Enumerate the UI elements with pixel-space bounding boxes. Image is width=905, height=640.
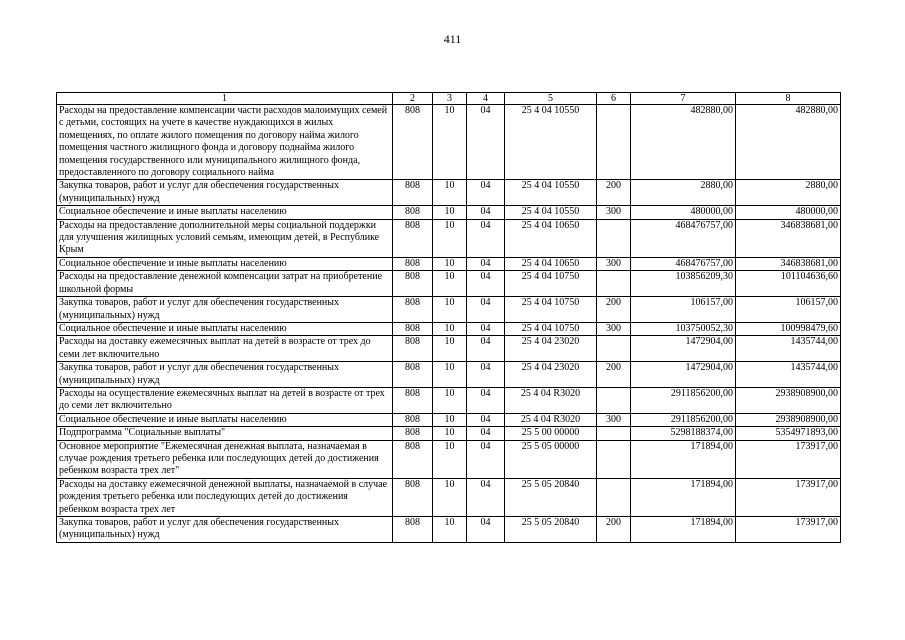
section-code: 10 bbox=[433, 105, 467, 180]
expense-type-code bbox=[597, 427, 631, 440]
table-row bbox=[57, 413, 841, 426]
column-header: 5 bbox=[505, 93, 597, 105]
row-description: Расходы на доставку ежемесячной денежной выплаты, назначаемой в случае рождения третьего ребенка или последующих детей до достижения ребенком возраста трех лет bbox=[57, 478, 393, 516]
amount-col8: 5354971893,00 bbox=[736, 427, 841, 440]
target-article-code: 25 4 04 10750 bbox=[505, 297, 597, 323]
section-code: 10 bbox=[433, 362, 467, 388]
table-row bbox=[57, 180, 841, 206]
section-code: 10 bbox=[433, 427, 467, 440]
subsection-code: 04 bbox=[467, 180, 505, 206]
admin-code: 808 bbox=[393, 257, 433, 270]
section-code: 10 bbox=[433, 440, 467, 478]
row-description: Основное мероприятие "Ежемесячная денежная выплата, назначаемая в случае рождения третьего ребенка или последующих детей до достижения ребенком возраста трех лет" bbox=[57, 440, 393, 478]
subsection-code: 04 bbox=[467, 297, 505, 323]
amount-col7: 1472904,00 bbox=[631, 362, 736, 388]
amount-col8: 2880,00 bbox=[736, 180, 841, 206]
subsection-code: 04 bbox=[467, 427, 505, 440]
expense-type-code bbox=[597, 478, 631, 516]
amount-col8: 1435744,00 bbox=[736, 336, 841, 362]
table-row bbox=[57, 322, 841, 335]
amount-col7: 482880,00 bbox=[631, 105, 736, 180]
row-description: Социальное обеспечение и иные выплаты населению bbox=[57, 206, 393, 219]
column-header: 1 bbox=[57, 93, 393, 105]
table-row bbox=[57, 517, 841, 543]
row-description: Расходы на предоставление дополнительной меры социальной поддержки для улучшения жилищных условий семьям, имеющим детей, в Республике Крым bbox=[57, 219, 393, 257]
section-code: 10 bbox=[433, 257, 467, 270]
table-header-row bbox=[57, 93, 841, 105]
amount-col8: 2938908900,00 bbox=[736, 387, 841, 413]
subsection-code: 04 bbox=[467, 440, 505, 478]
expense-type-code bbox=[597, 219, 631, 257]
section-code: 10 bbox=[433, 336, 467, 362]
table-row bbox=[57, 478, 841, 516]
expense-type-code bbox=[597, 105, 631, 180]
page-number: 411 bbox=[443, 32, 462, 46]
expense-type-code: 300 bbox=[597, 322, 631, 335]
row-description: Расходы на предоставление компенсации части расходов малоимущих семей с детьми, состоящих на учете в качестве нуждающихся в жилых помещениях, по оплате жилого помещения по договору найма жилого помещения частного жилищного фонда и договору поднайма жилого помещения государственного или муниципального жилищного фонда, предоставленного по договору социального найма bbox=[57, 105, 393, 180]
column-header: 7 bbox=[631, 93, 736, 105]
amount-col7: 106157,00 bbox=[631, 297, 736, 323]
amount-col7: 103856209,30 bbox=[631, 271, 736, 297]
section-code: 10 bbox=[433, 297, 467, 323]
admin-code: 808 bbox=[393, 427, 433, 440]
amount-col8: 106157,00 bbox=[736, 297, 841, 323]
target-article-code: 25 4 04 R3020 bbox=[505, 413, 597, 426]
expense-type-code: 200 bbox=[597, 517, 631, 543]
admin-code: 808 bbox=[393, 413, 433, 426]
row-description: Закупка товаров, работ и услуг для обеспечения государственных (муниципальных) нужд bbox=[57, 517, 393, 543]
section-code: 10 bbox=[433, 478, 467, 516]
column-header: 2 bbox=[393, 93, 433, 105]
section-code: 10 bbox=[433, 413, 467, 426]
target-article-code: 25 4 04 23020 bbox=[505, 362, 597, 388]
target-article-code: 25 4 04 10550 bbox=[505, 180, 597, 206]
target-article-code: 25 5 05 20840 bbox=[505, 517, 597, 543]
row-description: Социальное обеспечение и иные выплаты населению bbox=[57, 322, 393, 335]
amount-col7: 171894,00 bbox=[631, 517, 736, 543]
expense-type-code: 300 bbox=[597, 257, 631, 270]
admin-code: 808 bbox=[393, 440, 433, 478]
amount-col8: 482880,00 bbox=[736, 105, 841, 180]
target-article-code: 25 4 04 10550 bbox=[505, 206, 597, 219]
amount-col7: 1472904,00 bbox=[631, 336, 736, 362]
amount-col8: 173917,00 bbox=[736, 517, 841, 543]
admin-code: 808 bbox=[393, 478, 433, 516]
table-row bbox=[57, 440, 841, 478]
row-description: Социальное обеспечение и иные выплаты населению bbox=[57, 413, 393, 426]
expense-type-code: 300 bbox=[597, 206, 631, 219]
column-header: 3 bbox=[433, 93, 467, 105]
admin-code: 808 bbox=[393, 271, 433, 297]
table-row bbox=[57, 206, 841, 219]
subsection-code: 04 bbox=[467, 271, 505, 297]
column-header: 8 bbox=[736, 93, 841, 105]
target-article-code: 25 4 04 23020 bbox=[505, 336, 597, 362]
column-header: 6 bbox=[597, 93, 631, 105]
target-article-code: 25 4 04 10650 bbox=[505, 219, 597, 257]
target-article-code: 25 4 04 10750 bbox=[505, 322, 597, 335]
subsection-code: 04 bbox=[467, 322, 505, 335]
table-row bbox=[57, 257, 841, 270]
admin-code: 808 bbox=[393, 322, 433, 335]
amount-col7: 2880,00 bbox=[631, 180, 736, 206]
table-row bbox=[57, 362, 841, 388]
target-article-code: 25 4 04 10650 bbox=[505, 257, 597, 270]
amount-col7: 468476757,00 bbox=[631, 257, 736, 270]
amount-col7: 5298188374,00 bbox=[631, 427, 736, 440]
subsection-code: 04 bbox=[467, 478, 505, 516]
amount-col8: 2938908900,00 bbox=[736, 413, 841, 426]
table-row bbox=[57, 297, 841, 323]
table-row bbox=[57, 427, 841, 440]
expense-type-code: 200 bbox=[597, 362, 631, 388]
budget-table bbox=[56, 92, 841, 543]
amount-col8: 346838681,00 bbox=[736, 257, 841, 270]
admin-code: 808 bbox=[393, 219, 433, 257]
admin-code: 808 bbox=[393, 336, 433, 362]
amount-col8: 173917,00 bbox=[736, 440, 841, 478]
admin-code: 808 bbox=[393, 206, 433, 219]
amount-col8: 101104636,60 bbox=[736, 271, 841, 297]
admin-code: 808 bbox=[393, 387, 433, 413]
table-row bbox=[57, 105, 841, 180]
subsection-code: 04 bbox=[467, 413, 505, 426]
column-header: 4 bbox=[467, 93, 505, 105]
amount-col7: 171894,00 bbox=[631, 478, 736, 516]
target-article-code: 25 4 04 10750 bbox=[505, 271, 597, 297]
section-code: 10 bbox=[433, 517, 467, 543]
row-description: Закупка товаров, работ и услуг для обеспечения государственных (муниципальных) нужд bbox=[57, 297, 393, 323]
amount-col7: 468476757,00 bbox=[631, 219, 736, 257]
section-code: 10 bbox=[433, 271, 467, 297]
table-row bbox=[57, 219, 841, 257]
target-article-code: 25 5 05 00000 bbox=[505, 440, 597, 478]
amount-col8: 100998479,60 bbox=[736, 322, 841, 335]
admin-code: 808 bbox=[393, 517, 433, 543]
expense-type-code bbox=[597, 440, 631, 478]
expense-type-code: 200 bbox=[597, 180, 631, 206]
amount-col7: 2911856200,00 bbox=[631, 387, 736, 413]
subsection-code: 04 bbox=[467, 105, 505, 180]
row-description: Закупка товаров, работ и услуг для обеспечения государственных (муниципальных) нужд bbox=[57, 180, 393, 206]
section-code: 10 bbox=[433, 219, 467, 257]
section-code: 10 bbox=[433, 206, 467, 219]
target-article-code: 25 4 04 10550 bbox=[505, 105, 597, 180]
expense-type-code: 300 bbox=[597, 413, 631, 426]
section-code: 10 bbox=[433, 387, 467, 413]
subsection-code: 04 bbox=[467, 257, 505, 270]
row-description: Социальное обеспечение и иные выплаты населению bbox=[57, 257, 393, 270]
amount-col7: 171894,00 bbox=[631, 440, 736, 478]
amount-col8: 173917,00 bbox=[736, 478, 841, 516]
expense-type-code bbox=[597, 336, 631, 362]
amount-col8: 480000,00 bbox=[736, 206, 841, 219]
row-description: Расходы на доставку ежемесячных выплат на детей в возрасте от трех до семи лет включительно bbox=[57, 336, 393, 362]
amount-col8: 346838681,00 bbox=[736, 219, 841, 257]
expense-type-code bbox=[597, 271, 631, 297]
admin-code: 808 bbox=[393, 180, 433, 206]
subsection-code: 04 bbox=[467, 219, 505, 257]
table-row bbox=[57, 336, 841, 362]
expense-type-code bbox=[597, 387, 631, 413]
amount-col7: 2911856200,00 bbox=[631, 413, 736, 426]
target-article-code: 25 5 00 00000 bbox=[505, 427, 597, 440]
amount-col7: 103750052,30 bbox=[631, 322, 736, 335]
row-description: Закупка товаров, работ и услуг для обеспечения государственных (муниципальных) нужд bbox=[57, 362, 393, 388]
table-row bbox=[57, 271, 841, 297]
admin-code: 808 bbox=[393, 297, 433, 323]
section-code: 10 bbox=[433, 180, 467, 206]
subsection-code: 04 bbox=[467, 336, 505, 362]
subsection-code: 04 bbox=[467, 206, 505, 219]
target-article-code: 25 4 04 R3020 bbox=[505, 387, 597, 413]
subsection-code: 04 bbox=[467, 387, 505, 413]
subsection-code: 04 bbox=[467, 517, 505, 543]
row-description: Расходы на предоставление денежной компенсации затрат на приобретение школьной формы bbox=[57, 271, 393, 297]
subsection-code: 04 bbox=[467, 362, 505, 388]
amount-col8: 1435744,00 bbox=[736, 362, 841, 388]
target-article-code: 25 5 05 20840 bbox=[505, 478, 597, 516]
row-description: Расходы на осуществление ежемесячных выплат на детей в возрасте от трех до семи лет включительно bbox=[57, 387, 393, 413]
row-description: Подпрограмма "Социальные выплаты" bbox=[57, 427, 393, 440]
section-code: 10 bbox=[433, 322, 467, 335]
table-row bbox=[57, 387, 841, 413]
admin-code: 808 bbox=[393, 105, 433, 180]
admin-code: 808 bbox=[393, 362, 433, 388]
amount-col7: 480000,00 bbox=[631, 206, 736, 219]
expense-type-code: 200 bbox=[597, 297, 631, 323]
